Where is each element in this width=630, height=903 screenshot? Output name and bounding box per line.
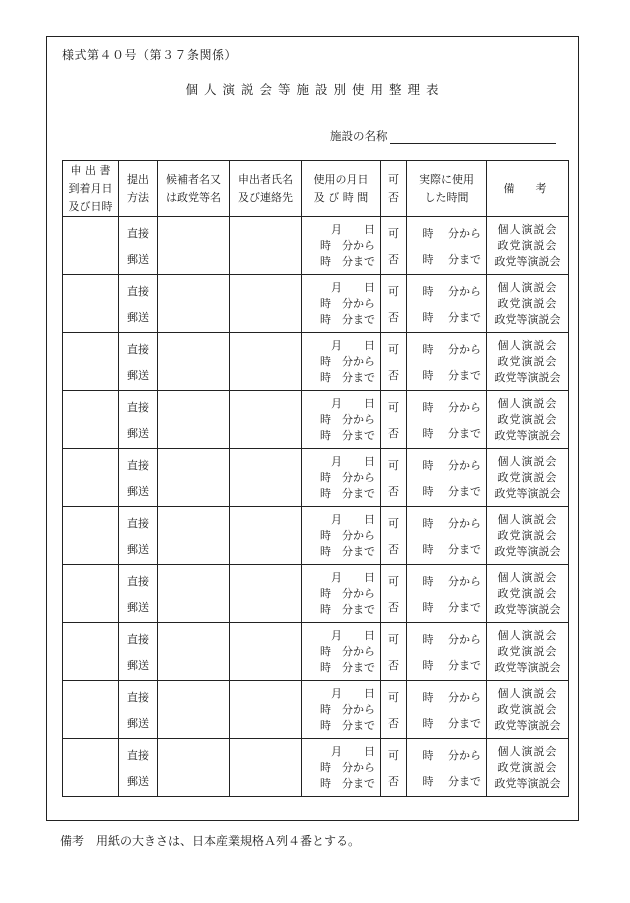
use-date-label: 月 日: [331, 744, 375, 758]
actual-time-cell[interactable]: [407, 275, 487, 333]
actual-from-label: 時 分から: [422, 226, 481, 240]
col-header-use-datetime: 使用の月日 及 び 時 間: [302, 161, 381, 217]
method-direct-label: 直接: [127, 342, 149, 356]
table-row: [63, 623, 569, 681]
method-direct-label: 直接: [127, 632, 149, 646]
use-to-label: 時 分まで: [320, 602, 375, 616]
use-date-label: 月 日: [331, 686, 375, 700]
table-row: [63, 681, 569, 739]
method-mail-label: 郵送: [127, 774, 149, 788]
actual-time-cell[interactable]: [407, 507, 487, 565]
actual-from-label: 時 分から: [422, 574, 481, 588]
method-mail-label: 郵送: [127, 310, 149, 324]
actual-from-label: 時 分から: [422, 748, 481, 762]
note-personal-speech: 個人演説会: [497, 570, 558, 584]
note-party-speech: 政党演説会: [497, 470, 558, 484]
use-to-label: 時 分まで: [320, 718, 375, 732]
table-row: [63, 275, 569, 333]
notes-cell[interactable]: [487, 391, 569, 449]
note-personal-speech: 個人演説会: [497, 512, 558, 526]
actual-from-label: 時 分から: [422, 342, 481, 356]
submission-method-cell[interactable]: [119, 507, 158, 565]
reject-label: 否: [388, 310, 399, 324]
note-parties-speech: 政党等演説会: [494, 544, 561, 558]
actual-to-label: 時 分まで: [422, 252, 481, 266]
reject-label: 否: [388, 368, 399, 382]
candidate-party-cell[interactable]: [158, 681, 230, 739]
col-header-candidate-party: 候補者名又 は政党等名: [158, 161, 230, 217]
approval-cell[interactable]: [381, 681, 407, 739]
note-personal-speech: 個人演説会: [497, 222, 558, 236]
use-date-label: 月 日: [331, 512, 375, 526]
applicant-contact-cell[interactable]: [230, 565, 302, 623]
notes-cell[interactable]: [487, 681, 569, 739]
approve-label: 可: [388, 748, 399, 762]
use-date-label: 月 日: [331, 628, 375, 642]
table-row: [63, 739, 569, 797]
use-from-label: 時 分から: [320, 238, 375, 252]
method-mail-label: 郵送: [127, 426, 149, 440]
submission-method-cell[interactable]: [119, 449, 158, 507]
method-direct-label: 直接: [127, 226, 149, 240]
table-row: [63, 449, 569, 507]
candidate-party-cell[interactable]: [158, 623, 230, 681]
actual-to-label: 時 分まで: [422, 658, 481, 672]
col-header-notes: 備 考: [487, 161, 569, 217]
notes-cell[interactable]: [487, 449, 569, 507]
actual-time-cell[interactable]: [407, 333, 487, 391]
use-datetime-cell[interactable]: [302, 739, 381, 797]
note-party-speech: 政党演説会: [497, 238, 558, 252]
candidate-party-cell[interactable]: [158, 333, 230, 391]
reject-label: 否: [388, 716, 399, 730]
actual-from-label: 時 分から: [422, 632, 481, 646]
usage-table: [62, 160, 569, 797]
table-row: [63, 333, 569, 391]
col-header-submission-method: 提出 方法: [119, 161, 158, 217]
use-from-label: 時 分から: [320, 470, 375, 484]
actual-time-cell[interactable]: [407, 565, 487, 623]
table-row: [63, 217, 569, 275]
approval-cell[interactable]: [381, 565, 407, 623]
method-direct-label: 直接: [127, 400, 149, 414]
table-body: [63, 217, 569, 797]
note-personal-speech: 個人演説会: [497, 396, 558, 410]
notes-cell[interactable]: [487, 623, 569, 681]
reject-label: 否: [388, 542, 399, 556]
col-header-approval: 可 否: [381, 161, 407, 217]
approval-cell[interactable]: [381, 391, 407, 449]
note-parties-speech: 政党等演説会: [494, 776, 561, 790]
use-from-label: 時 分から: [320, 296, 375, 310]
note-parties-speech: 政党等演説会: [494, 602, 561, 616]
document-title: 個人演説会等施設別使用整理表: [185, 82, 445, 97]
use-date-label: 月 日: [331, 338, 375, 352]
note-personal-speech: 個人演説会: [497, 628, 558, 642]
method-direct-label: 直接: [127, 458, 149, 472]
note-party-speech: 政党演説会: [497, 644, 558, 658]
approval-cell[interactable]: [381, 507, 407, 565]
note-parties-speech: 政党等演説会: [494, 718, 561, 732]
actual-time-cell[interactable]: [407, 623, 487, 681]
use-date-label: 月 日: [331, 280, 375, 294]
arrival-date-cell[interactable]: [63, 217, 119, 275]
candidate-party-cell[interactable]: [158, 217, 230, 275]
use-to-label: 時 分まで: [320, 486, 375, 500]
actual-to-label: 時 分まで: [422, 310, 481, 324]
arrival-date-cell[interactable]: [63, 507, 119, 565]
use-from-label: 時 分から: [320, 760, 375, 774]
actual-to-label: 時 分まで: [422, 716, 481, 730]
approve-label: 可: [388, 690, 399, 704]
approve-label: 可: [388, 400, 399, 414]
use-to-label: 時 分まで: [320, 370, 375, 384]
applicant-contact-cell[interactable]: [230, 333, 302, 391]
use-date-label: 月 日: [331, 454, 375, 468]
method-mail-label: 郵送: [127, 542, 149, 556]
note-parties-speech: 政党等演説会: [494, 486, 561, 500]
approve-label: 可: [388, 632, 399, 646]
applicant-contact-cell[interactable]: [230, 391, 302, 449]
use-datetime-cell[interactable]: [302, 391, 381, 449]
arrival-date-cell[interactable]: [63, 333, 119, 391]
method-mail-label: 郵送: [127, 484, 149, 498]
method-direct-label: 直接: [127, 284, 149, 298]
note-party-speech: 政党演説会: [497, 528, 558, 542]
actual-to-label: 時 分まで: [422, 426, 481, 440]
col-header-actual-time: 実際に使用 した時間: [407, 161, 487, 217]
use-from-label: 時 分から: [320, 528, 375, 542]
use-to-label: 時 分まで: [320, 312, 375, 326]
use-to-label: 時 分まで: [320, 660, 375, 674]
submission-method-cell[interactable]: [119, 739, 158, 797]
submission-method-cell[interactable]: [119, 275, 158, 333]
use-date-label: 月 日: [331, 222, 375, 236]
applicant-contact-cell[interactable]: [230, 681, 302, 739]
use-from-label: 時 分から: [320, 644, 375, 658]
method-mail-label: 郵送: [127, 600, 149, 614]
method-mail-label: 郵送: [127, 658, 149, 672]
reject-label: 否: [388, 600, 399, 614]
submission-method-cell[interactable]: [119, 217, 158, 275]
candidate-party-cell[interactable]: [158, 449, 230, 507]
applicant-contact-cell[interactable]: [230, 449, 302, 507]
applicant-contact-cell[interactable]: [230, 623, 302, 681]
use-date-label: 月 日: [331, 396, 375, 410]
approve-label: 可: [388, 458, 399, 472]
method-direct-label: 直接: [127, 748, 149, 762]
use-from-label: 時 分から: [320, 412, 375, 426]
note-party-speech: 政党演説会: [497, 412, 558, 426]
actual-to-label: 時 分まで: [422, 542, 481, 556]
table-header-row: [63, 161, 569, 217]
use-to-label: 時 分まで: [320, 544, 375, 558]
col-header-applicant-contact: 申出者氏名 及び連絡先: [230, 161, 302, 217]
note-party-speech: 政党演説会: [497, 702, 558, 716]
submission-method-cell[interactable]: [119, 391, 158, 449]
notes-cell[interactable]: [487, 565, 569, 623]
actual-to-label: 時 分まで: [422, 368, 481, 382]
note-personal-speech: 個人演説会: [497, 454, 558, 468]
use-datetime-cell[interactable]: [302, 507, 381, 565]
approval-cell[interactable]: [381, 449, 407, 507]
use-to-label: 時 分まで: [320, 776, 375, 790]
use-datetime-cell[interactable]: [302, 565, 381, 623]
actual-from-label: 時 分から: [422, 516, 481, 530]
arrival-date-cell[interactable]: [63, 449, 119, 507]
note-parties-speech: 政党等演説会: [494, 370, 561, 384]
facility-name-blank[interactable]: [390, 130, 557, 144]
submission-method-cell[interactable]: [119, 565, 158, 623]
use-datetime-cell[interactable]: [302, 449, 381, 507]
use-to-label: 時 分まで: [320, 254, 375, 268]
use-to-label: 時 分まで: [320, 428, 375, 442]
notes-cell[interactable]: [487, 739, 569, 797]
applicant-contact-cell[interactable]: [230, 507, 302, 565]
arrival-date-cell[interactable]: [63, 623, 119, 681]
reject-label: 否: [388, 252, 399, 266]
facility-name-label: 施設の名称: [330, 129, 388, 143]
note-party-speech: 政党演説会: [497, 354, 558, 368]
form-number: 様式第４０号（第３７条関係）: [62, 48, 238, 62]
note-parties-speech: 政党等演説会: [494, 254, 561, 268]
arrival-date-cell[interactable]: [63, 739, 119, 797]
table-row: [63, 565, 569, 623]
use-date-label: 月 日: [331, 570, 375, 584]
applicant-contact-cell[interactable]: [230, 739, 302, 797]
note-personal-speech: 個人演説会: [497, 280, 558, 294]
approval-cell[interactable]: [381, 217, 407, 275]
candidate-party-cell[interactable]: [158, 391, 230, 449]
actual-to-label: 時 分まで: [422, 484, 481, 498]
approval-cell[interactable]: [381, 739, 407, 797]
actual-from-label: 時 分から: [422, 284, 481, 298]
approve-label: 可: [388, 516, 399, 530]
notes-cell[interactable]: [487, 275, 569, 333]
table-row: [63, 507, 569, 565]
note-parties-speech: 政党等演説会: [494, 312, 561, 326]
approve-label: 可: [388, 342, 399, 356]
candidate-party-cell[interactable]: [158, 565, 230, 623]
note-parties-speech: 政党等演説会: [494, 660, 561, 674]
facility-name-field: [330, 128, 556, 144]
use-from-label: 時 分から: [320, 702, 375, 716]
note-party-speech: 政党演説会: [497, 586, 558, 600]
submission-method-cell[interactable]: [119, 623, 158, 681]
note-personal-speech: 個人演説会: [497, 338, 558, 352]
col-header-arrival-date: 申 出 書 到着月日 及び日時: [63, 161, 119, 217]
actual-time-cell[interactable]: [407, 449, 487, 507]
use-datetime-cell[interactable]: [302, 333, 381, 391]
method-mail-label: 郵送: [127, 368, 149, 382]
submission-method-cell[interactable]: [119, 333, 158, 391]
method-mail-label: 郵送: [127, 716, 149, 730]
use-datetime-cell[interactable]: [302, 217, 381, 275]
applicant-contact-cell[interactable]: [230, 217, 302, 275]
notes-cell[interactable]: [487, 507, 569, 565]
actual-to-label: 時 分まで: [422, 600, 481, 614]
arrival-date-cell[interactable]: [63, 391, 119, 449]
arrival-date-cell[interactable]: [63, 565, 119, 623]
method-direct-label: 直接: [127, 574, 149, 588]
actual-from-label: 時 分から: [422, 400, 481, 414]
use-datetime-cell[interactable]: [302, 275, 381, 333]
reject-label: 否: [388, 774, 399, 788]
actual-time-cell[interactable]: [407, 391, 487, 449]
table-row: [63, 391, 569, 449]
submission-method-cell[interactable]: [119, 681, 158, 739]
candidate-party-cell[interactable]: [158, 275, 230, 333]
note-party-speech: 政党演説会: [497, 760, 558, 774]
approve-label: 可: [388, 226, 399, 240]
approve-label: 可: [388, 284, 399, 298]
method-direct-label: 直接: [127, 690, 149, 704]
footnote: 備考 用紙の大きさは、日本産業規格Ａ列４番とする。: [60, 834, 361, 848]
note-party-speech: 政党演説会: [497, 296, 558, 310]
actual-from-label: 時 分から: [422, 458, 481, 472]
actual-from-label: 時 分から: [422, 690, 481, 704]
note-personal-speech: 個人演説会: [497, 686, 558, 700]
reject-label: 否: [388, 658, 399, 672]
actual-time-cell[interactable]: [407, 739, 487, 797]
note-personal-speech: 個人演説会: [497, 744, 558, 758]
applicant-contact-cell[interactable]: [230, 275, 302, 333]
method-mail-label: 郵送: [127, 252, 149, 266]
note-parties-speech: 政党等演説会: [494, 428, 561, 442]
approval-cell[interactable]: [381, 623, 407, 681]
candidate-party-cell[interactable]: [158, 507, 230, 565]
use-datetime-cell[interactable]: [302, 623, 381, 681]
notes-cell[interactable]: [487, 217, 569, 275]
approve-label: 可: [388, 574, 399, 588]
arrival-date-cell[interactable]: [63, 681, 119, 739]
actual-time-cell[interactable]: [407, 217, 487, 275]
use-from-label: 時 分から: [320, 586, 375, 600]
reject-label: 否: [388, 426, 399, 440]
candidate-party-cell[interactable]: [158, 739, 230, 797]
actual-time-cell[interactable]: [407, 681, 487, 739]
arrival-date-cell[interactable]: [63, 275, 119, 333]
use-datetime-cell[interactable]: [302, 681, 381, 739]
notes-cell[interactable]: [487, 333, 569, 391]
approval-cell[interactable]: [381, 275, 407, 333]
method-direct-label: 直接: [127, 516, 149, 530]
approval-cell[interactable]: [381, 333, 407, 391]
actual-to-label: 時 分まで: [422, 774, 481, 788]
use-from-label: 時 分から: [320, 354, 375, 368]
reject-label: 否: [388, 484, 399, 498]
